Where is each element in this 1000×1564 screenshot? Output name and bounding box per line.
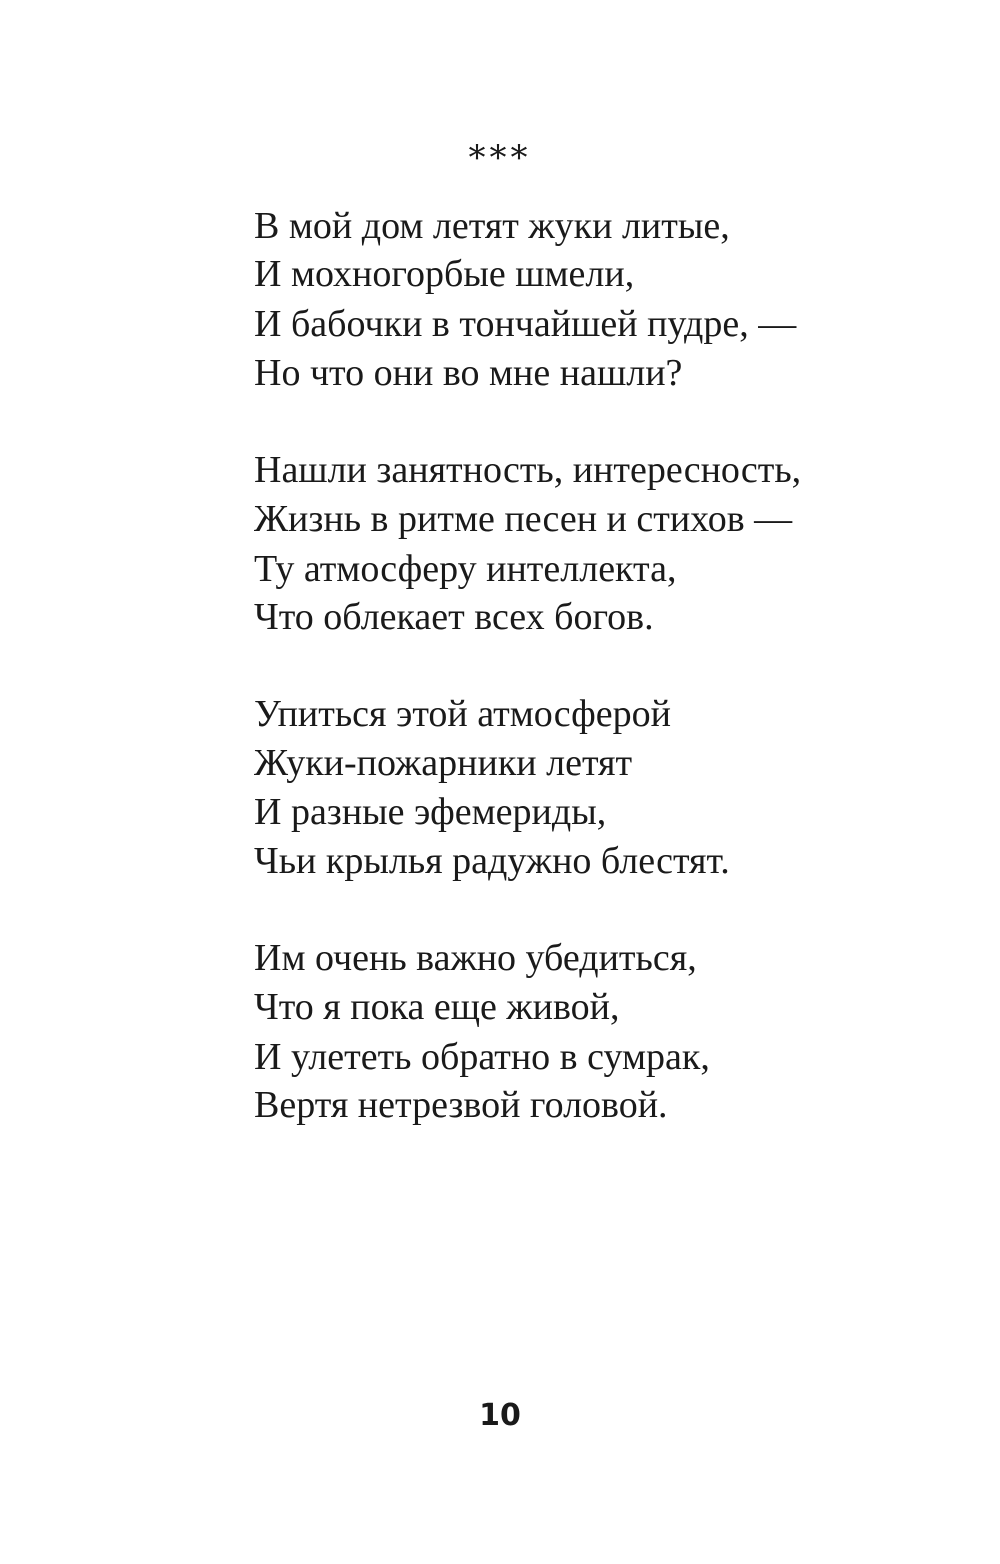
poem-line: И улететь обратно в сумрак, [254,1036,710,1078]
poem-line: Жуки-пожарники летят [254,742,633,784]
poem-line: Жизнь в ритме песен и стихов — [254,498,793,540]
section-divider: *** [468,138,532,178]
page-number: 10 [479,1398,521,1433]
poem-line: И бабочки в тончайшей пудре, — [254,303,797,345]
poem-line: Что я пока еще живой, [254,986,620,1028]
poem-line: Но что они во мне нашли? [254,352,683,394]
poem-line: Чьи крылья радужно блестят. [254,840,730,882]
poem-line: Нашли занятность, интересность, [254,449,802,491]
poem-line: Упиться этой атмосферой [254,693,671,735]
poem-line: В мой дом летят жуки литые, [254,205,730,247]
poem-line: Им очень важно убедиться, [254,937,697,979]
poem-line: И разные эфемериды, [254,791,607,833]
poem-line: Вертя нетрезвой головой. [254,1084,668,1126]
poem-line: И мохногорбые шмели, [254,253,635,295]
poem-line: Ту атмосферу интеллекта, [254,548,677,590]
poem-line: Что облекает всех богов. [254,596,654,638]
